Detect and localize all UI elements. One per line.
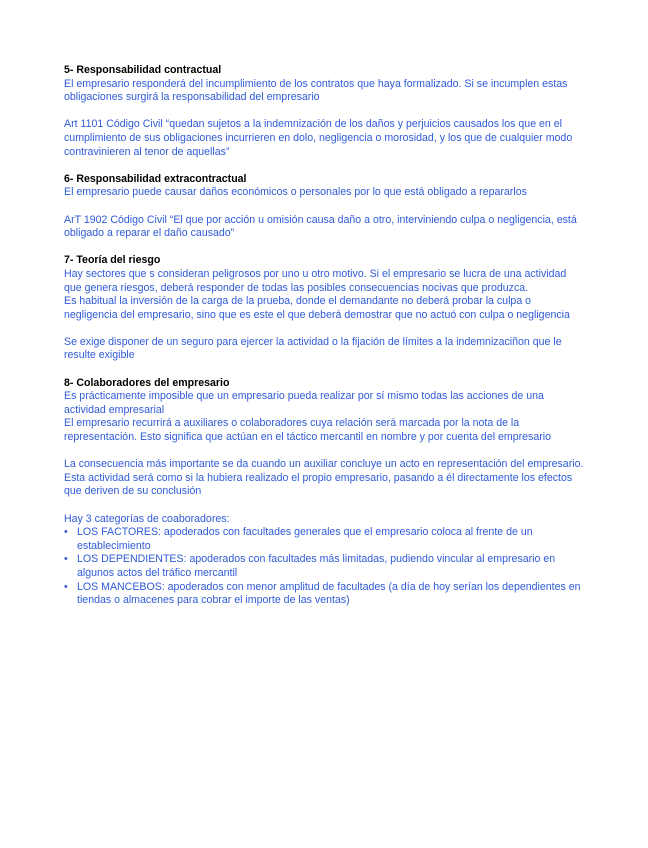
- section-responsabilidad-contractual: [64, 64, 584, 159]
- paragraph: El empresario recurrirá a auxiliares o colaboradores cuya relación será marcada por la nota de la representación. Esto significa que actúan en el táctico mercantil en nombre y por cuenta del empresario: [64, 417, 551, 444]
- list-item-text: LOS MANCEBOS: apoderados con menor amplitud de facultades (a día de hoy serían los dependientes en tiendas o almacenes para cobrar el importe de las ventas): [77, 580, 581, 607]
- bullet-icon: •: [64, 526, 68, 539]
- section-heading: 5- Responsabilidad contractual: [64, 64, 222, 76]
- document-page: [64, 64, 584, 608]
- list-item: [64, 553, 584, 580]
- paragraph: La consecuencia más importante se da cuando un auxiliar concluye un acto en representación del empresario. Esta actividad será como si la hubiera realizado el propio empresario, pasando a él directamente los efectos que deriven de su conclusión: [64, 458, 584, 498]
- paragraph: Es prácticamente imposible que un empresario pueda realizar por sí mismo todas las acciones de una actividad empresarial: [64, 390, 544, 416]
- paragraph: Art 1101 Código Civil “quedan sujetos a la indemnización de los daños y perjuicios causados los que en el cumplimiento de sus obligaciones incurrieren en dolo, negligencia o morosidad, y los que de cualquier modo contravinieren al tenor de aquellas”: [64, 118, 573, 158]
- paragraph: Hay sectores que s consideran peligrosos por uno u otro motivo. Si el empresario se lucra de una actividad que genera riesgos, deberá responder de todas las posibles consecuencias nocivas que produzca.: [64, 267, 567, 294]
- list-item-text: LOS FACTORES: apoderados con facultades generales que el empresario coloca al frente de un establecimiento: [77, 526, 533, 552]
- section-colaboradores-del-empresario: [64, 377, 584, 608]
- section-heading: 8- Colaboradores del empresario: [64, 376, 230, 389]
- bullet-icon: •: [64, 580, 68, 593]
- paragraph: Se exige disponer de un seguro para ejercer la actividad o la fijación de límites a la indemnizaciñon que le resulte exigible: [64, 335, 562, 362]
- section-teoria-del-riesgo: [64, 254, 584, 363]
- list-item: [64, 581, 584, 608]
- bullet-icon: •: [64, 553, 68, 566]
- colaboradores-list: [64, 526, 584, 608]
- paragraph: El empresario responderá del incumplimiento de los contratos que haya formalizado. Si se incumplen estas obligaciones surgirá la responsabilidad del empresario: [64, 77, 568, 104]
- paragraph: El empresario puede causar daños económicos o personales por lo que está obligado a repararlos: [64, 186, 527, 199]
- paragraph: Hay 3 categorías de coaboradores:: [64, 512, 230, 525]
- section-heading: 6- Responsabilidad extracontractual: [64, 172, 247, 185]
- list-item: [64, 526, 584, 553]
- list-item-text: LOS DEPENDIENTES: apoderados con facultades más limitadas, pudiendo vincular al empresario en algunos actos del tráfico mercantil: [77, 553, 556, 579]
- section-responsabilidad-extracontractual: [64, 173, 584, 241]
- paragraph: ArT 1902 Código Civil “El que por acción u omisión causa daño a otro, interviniendo culpa o negligencia, está obligado a reparar el daño causado”: [64, 213, 577, 240]
- paragraph: Es habitual la inversión de la carga de la prueba, donde el demandante no deberá probar la culpa o negligencia del empresario, sino que es este el que deberá demostrar que no actuó con culpa o negligencia: [64, 295, 570, 321]
- section-heading: 7- Teoría del riesgo: [64, 254, 161, 267]
